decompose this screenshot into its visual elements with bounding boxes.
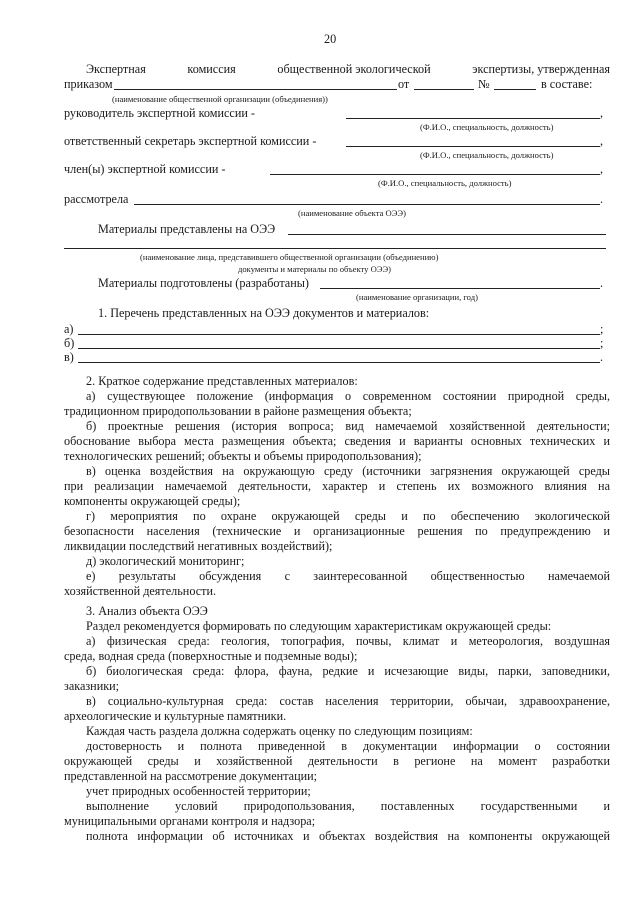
prepared-caption: (наименование организации, год) — [356, 292, 478, 302]
header-word-1: Экспертная — [86, 62, 146, 76]
header-line — [86, 62, 610, 77]
header-word-3: общественной экологической — [277, 62, 431, 76]
secretary-fio-caption: (Ф.И.О., специальность, должность) — [420, 150, 554, 160]
number-label: № — [478, 77, 490, 91]
s3-each-part: Каждая часть раздела должна содержать оценку по следующим позициям: — [86, 724, 473, 738]
s3-c-line1: в) социально-культурная среда: состав населения территории, обычаи, здравоохранение, — [86, 694, 610, 708]
s3-q-line1: достоверность и полнота приведенной в документации информации о состоянии — [86, 739, 610, 753]
item-b-blank[interactable] — [78, 348, 600, 349]
head-label: руководитель экспертной комиссии - — [64, 106, 255, 120]
head-fio-caption: (Ф.И.О., специальность, должность) — [420, 122, 554, 132]
s3-s-line2: муниципальными органами контроля и надзора; — [64, 814, 316, 828]
s3-a-line2: среда, водная среда (поверхностные и подземные воды); — [64, 649, 358, 663]
item-a-blank[interactable] — [78, 334, 600, 335]
prepared-blank[interactable] — [320, 288, 600, 289]
header-word-2: комиссия — [187, 62, 236, 76]
s3-q-line3: представленной на рассмотрение документации; — [64, 769, 318, 783]
presented-blank-1[interactable] — [288, 234, 606, 235]
item-c-blank[interactable] — [78, 362, 600, 363]
item-b-label: б) — [64, 336, 75, 350]
item-a-label: а) — [64, 322, 74, 336]
order-label: приказом — [64, 77, 113, 91]
item-c-label: в) — [64, 350, 74, 364]
date-blank[interactable] — [414, 89, 474, 90]
s2-a-line1: а) существующее положение (информация о современном состоянии природной среды, — [86, 389, 610, 403]
object-blank[interactable] — [134, 204, 600, 205]
s2-f-line2: хозяйственной деятельности. — [64, 584, 217, 598]
s2-c-line2: при реализации намечаемой деятельности, характер и степень их возможного влияния на — [64, 479, 610, 493]
member-fio-caption: (Ф.И.О., специальность, должность) — [378, 178, 512, 188]
s2-e-line1: д) экологический мониторинг; — [86, 554, 245, 568]
composition-label: в составе: — [541, 77, 593, 91]
from-label: от — [398, 77, 410, 91]
order-blank[interactable] — [114, 89, 397, 90]
s3-b-line2: заказники; — [64, 679, 120, 693]
s3-t-line1: полнота информации об источниках и объектах воздействия на компоненты окружающей — [86, 829, 610, 843]
presenter-caption-1: (наименование лица, представившего общественной организации (объединению) — [140, 252, 439, 262]
section1-title: 1. Перечень представленных на ОЭЭ документов и материалов: — [98, 306, 430, 320]
head-blank[interactable] — [346, 118, 600, 119]
s2-a-line2: традиционном природопользовании в районе размещения объекта; — [64, 404, 412, 418]
member-blank[interactable] — [270, 174, 600, 175]
page-number: 20 — [324, 32, 337, 46]
secretary-label: ответственный секретарь экспертной комиссии - — [64, 134, 317, 148]
presented-label: Материалы представлены на ОЭЭ — [98, 222, 276, 236]
s3-intro: Раздел рекомендуется формировать по следующим характеристикам окружающей среды: — [86, 619, 552, 633]
s2-d-line3: ликвидации последствий негативных воздействий); — [64, 539, 333, 553]
header-word-4: экспертизы, утвержденная — [472, 62, 610, 76]
s2-d-line1: г) мероприятия по охране окружающей среды и по обеспечению экологической — [86, 509, 610, 523]
secretary-blank[interactable] — [346, 146, 600, 147]
s2-b-line1: б) проектные решения (история вопроса; вид намечаемой хозяйственной деятельности; — [86, 419, 610, 433]
s3-b-line1: б) биологическая среда: флора, фауна, редкие и исчезающие виды, парки, заповедники, — [86, 664, 610, 678]
s3-a-line1: а) физическая среда: геология, топография, почвы, климат и метеорология, воздушная — [86, 634, 610, 648]
s2-c-line3: компоненты окружающей среды); — [64, 494, 241, 508]
presenter-caption-2: документы и материалы по объекту ОЭЭ) — [238, 264, 392, 274]
s3-q-line2: окружающей среды и хозяйственной деятельности в регионе на момент разработки — [64, 754, 610, 768]
section2-title: 2. Краткое содержание представленных материалов: — [86, 374, 358, 388]
reviewed-label: рассмотрела — [64, 192, 129, 206]
s3-c-line2: археологические и культурные памятники. — [64, 709, 287, 723]
s2-f-line1: е) результаты обсуждения с заинтересованной общественностью намечаемой — [86, 569, 610, 583]
org-caption: (наименование общественной организации (объединения)) — [112, 94, 328, 104]
s2-d-line2: безопасности населения (технические и организационные решения по предупреждению и — [64, 524, 610, 538]
section3-title: 3. Анализ объекта ОЭЭ — [86, 604, 208, 618]
member-label: член(ы) экспертной комиссии - — [64, 162, 226, 176]
s3-r-line1: учет природных особенностей территории; — [86, 784, 311, 798]
s2-c-line1: в) оценка воздействия на окружающую среду (источники загрязнения окружающей среды — [86, 464, 610, 478]
presented-blank-2[interactable] — [64, 248, 606, 249]
s2-b-line3: технологических решений; объекты и объемы природопользования); — [64, 449, 422, 463]
object-caption: (наименование объекта ОЭЭ) — [298, 208, 406, 218]
s2-b-line2: обоснование выбора места размещения объекта; сведения и варианты основных технических и — [64, 434, 610, 448]
s3-s-line1: выполнение условий природопользования, поставленных государственными и — [86, 799, 610, 813]
prepared-label: Материалы подготовлены (разработаны) — [98, 276, 309, 290]
number-blank[interactable] — [494, 89, 536, 90]
